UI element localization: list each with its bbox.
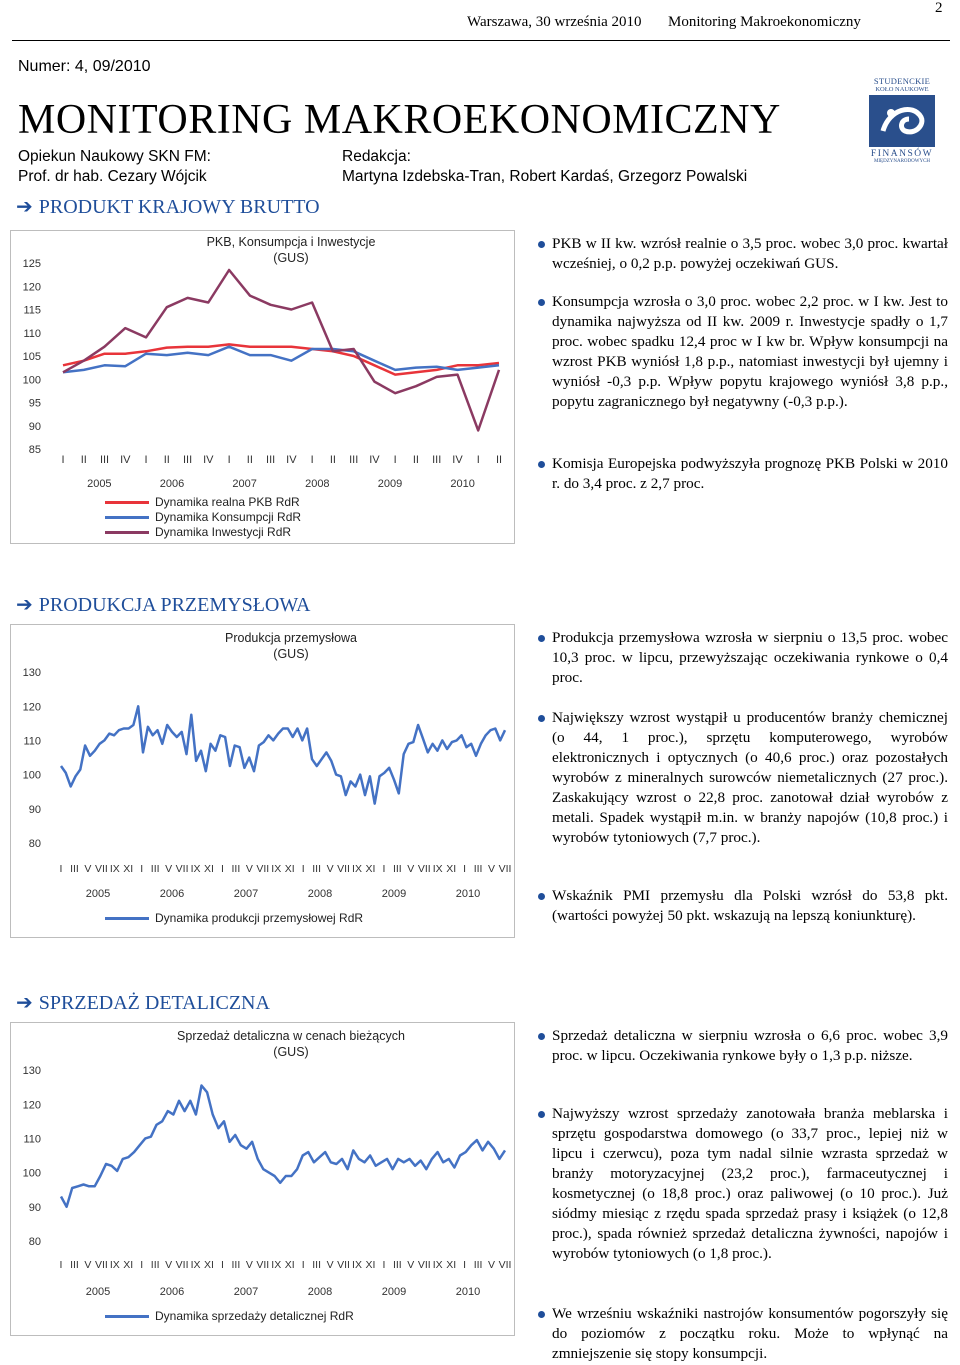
year-label: 2007 — [233, 888, 259, 900]
x-tick-label: VII — [417, 1259, 431, 1271]
arrow-right-icon: ➔ — [16, 594, 33, 616]
x-tick-label: II — [80, 454, 87, 466]
x-tick-label: IV — [286, 454, 297, 466]
x-tick-label: V — [488, 1259, 496, 1271]
x-tick-label: V — [165, 1259, 173, 1271]
x-tick-label: VII — [498, 1259, 512, 1271]
year-label: 2005 — [85, 1286, 111, 1298]
y-tick-label: 80 — [28, 837, 41, 850]
section-heading-produkcja: ➔ PRODUKCJA PRZEMYSŁOWA — [16, 594, 311, 616]
x-tick-label: III — [349, 454, 359, 466]
x-tick-label: IX — [109, 1259, 120, 1271]
x-tick-label: I — [140, 863, 144, 875]
x-tick-label: III — [70, 863, 79, 875]
x-tick-label: VII — [337, 1259, 350, 1271]
pkb-paragraph-1: PKB w II kw. wzrósł realnie o 3,5 proc. wobec 3,0 proc. kwartał wcześniej, o 0,2 p.p. powyżej oczekiwań GUS. — [552, 234, 948, 274]
y-tick-label: 110 — [23, 735, 41, 748]
skn-logo — [866, 76, 938, 176]
page-number: 2 — [935, 0, 943, 16]
logo-line4: MIĘDZYNARODOWYCH — [873, 159, 931, 164]
x-tick-label: III — [392, 863, 402, 875]
year-label: 2009 — [381, 888, 407, 900]
x-tick-label: III — [231, 863, 241, 875]
x-tick-label: III — [312, 863, 322, 875]
legend-item: Dynamika produkcji przemysłowej RdR — [105, 911, 363, 925]
x-tick-label: XI — [365, 1259, 376, 1271]
x-tick-label: I — [476, 454, 480, 466]
x-tick-label: VII — [417, 863, 431, 875]
x-tick-label: I — [463, 863, 467, 875]
sprzedaz-paragraph-2: Najwyższy wzrost sprzedaży zanotowała branża meblarska i sprzętu gospodarstwa domowego (o 33,7 proc., lepiej niż w lipcu i czerwcu), poza tym nadal silnie wzrasta sprzedaż w branży motoryzacyjnej (23,2 proc.), farmaceutycznej i kosmetycznej (o 18,8 proc.) oraz paliwowej (o 10 proc.). Już siódmy miesiąc z rzędu spada sprzedaż prasy i książek (o 12,8 proc.), spada również sprzedaż detaliczna żywności, napojów i wyrobów tytoniowych (o 1,8 proc.). — [552, 1104, 948, 1264]
bullet-icon — [538, 241, 545, 248]
advisor-name: Prof. dr hab. Cezary Wójcik — [18, 168, 207, 185]
bullet-icon — [538, 893, 545, 900]
x-tick-label: VII — [94, 863, 108, 875]
x-tick-label: V — [84, 1259, 92, 1271]
x-tick-label: V — [488, 863, 496, 875]
bullet-icon — [538, 715, 545, 722]
x-tick-label: VII — [256, 1259, 270, 1271]
chart-sprzedaz-plot — [11, 1023, 514, 1335]
x-tick-label: I — [227, 454, 231, 466]
x-tick-label: XI — [204, 1259, 214, 1271]
x-tick-label: I — [463, 1259, 467, 1271]
chart-produkcja-plot — [11, 625, 514, 937]
y-tick-label: 80 — [28, 1235, 41, 1248]
y-tick-label: 115 — [23, 304, 41, 317]
legend-item: Dynamika realna PKB RdR — [105, 495, 300, 509]
x-tick-label: I — [382, 1259, 386, 1271]
y-tick-label: 120 — [22, 701, 41, 714]
y-tick-label: 120 — [22, 1099, 41, 1112]
pkb-paragraph-2: Konsumpcja wzrosła o 3,0 proc. wobec 2,2 proc. w I kw. Jest to dynamika najwyższa od II kw. 2009 r. Inwestycje spadły o 1,7 proc. wobec spadku 12,4 proc w I kw br. Wpływ konsumpcji na wzrost PKB wyniósł 1,8 p.p., natomiast inwestycji był ujemny i wyniósł -0,3 p.p. Wpływ popytu krajowego wyniósł 3,8 p.p., popytu zagranicznego był negatywny (-0,3 p.p.). — [552, 292, 948, 412]
x-tick-label: V — [326, 863, 334, 875]
y-tick-label: 100 — [22, 1167, 41, 1180]
x-tick-label: I — [301, 1259, 305, 1271]
x-tick-label: I — [301, 863, 305, 875]
x-tick-label: I — [393, 454, 397, 466]
logo-line3: FINANSÓW — [870, 149, 934, 159]
chart-title: Sprzedaż detaliczna w cenach bieżących — [177, 1029, 405, 1043]
section-heading-pkb: ➔ PRODUKT KRAJOWY BRUTTO — [16, 196, 320, 218]
y-tick-label: 95 — [28, 397, 41, 410]
x-tick-label: VII — [94, 1259, 108, 1271]
chart-title: Produkcja przemysłowa — [225, 631, 357, 645]
logo-swirl-icon — [869, 95, 935, 147]
x-tick-label: III — [473, 863, 483, 875]
x-tick-label: IX — [432, 863, 443, 875]
x-tick-label: I — [220, 863, 224, 875]
x-tick-label: I — [61, 454, 65, 466]
x-tick-label: XI — [204, 863, 214, 875]
y-tick-label: 90 — [28, 803, 41, 816]
x-tick-label: IX — [271, 863, 282, 875]
arrow-right-icon: ➔ — [16, 992, 33, 1014]
x-tick-label: III — [392, 1259, 402, 1271]
x-tick-label: I — [59, 863, 63, 875]
chart-title: PKB, Konsumpcja i Inwestycje — [206, 235, 376, 249]
year-label: 2009 — [377, 478, 403, 490]
logo-line2: KOŁO NAUKOWE — [875, 86, 929, 93]
year-label: 2010 — [455, 1286, 481, 1298]
x-tick-label: III — [182, 454, 193, 466]
x-tick-label: VII — [337, 863, 350, 875]
y-tick-label: 110 — [23, 327, 41, 340]
x-tick-label: III — [150, 863, 160, 875]
x-tick-label: V — [407, 863, 415, 875]
x-tick-label: V — [245, 863, 253, 875]
bullet-icon — [538, 461, 545, 468]
y-tick-label: 90 — [28, 1201, 41, 1214]
bullet-icon — [538, 299, 545, 306]
year-label: 2010 — [450, 478, 475, 490]
x-tick-label: III — [231, 1259, 241, 1271]
x-tick-label: V — [245, 1259, 253, 1271]
x-tick-label: V — [407, 1259, 415, 1271]
year-label: 2007 — [232, 478, 257, 490]
x-tick-label: XI — [123, 1259, 134, 1271]
chart-subtitle: (GUS) — [273, 251, 309, 265]
x-tick-label: VII — [175, 863, 189, 875]
pkb-paragraph-3: Komisja Europejska podwyższyła prognozę PKB Polski w 2010 r. do 3,4 proc. z 2,7 proc. — [552, 454, 948, 494]
produkcja-paragraph-2: Największy wzrost wystąpił u producentów branży chemicznej (o 44, 1 proc.), sprzętu komputerowego, wyrobów elektronicznych i optycznych (o 40,6 proc.) oraz pozostałych wyrobów z mineralnych surowców niemetalicznych (27 proc.). Zaskakujący wzrost o 22,8 proc. zanotował dział wyrobów z metali. Spadek wystąpił m.in. w branży napojów (10,8 proc.) i wyrobów tytoniowych (7,7 proc.). — [552, 708, 948, 848]
section-heading-sprzedaz: ➔ SPRZEDAŻ DETALICZNA — [16, 992, 270, 1014]
y-tick-label: 110 — [23, 1133, 41, 1146]
series-line — [63, 270, 499, 430]
x-tick-label: III — [432, 454, 442, 466]
y-tick-label: 125 — [22, 258, 41, 270]
x-tick-label: II — [163, 454, 170, 466]
x-tick-label: I — [382, 863, 386, 875]
series-line — [61, 706, 505, 803]
x-tick-label: XI — [123, 863, 134, 875]
y-tick-label: 130 — [22, 1065, 41, 1078]
legend-item: Dynamika Inwestycji RdR — [105, 525, 291, 539]
legend-item: Dynamika Konsumpcji RdR — [105, 510, 301, 524]
x-tick-label: II — [495, 454, 503, 466]
x-tick-label: II — [329, 454, 336, 466]
x-tick-label: III — [266, 454, 276, 466]
x-tick-label: III — [312, 1259, 322, 1271]
sprzedaz-paragraph-1: Sprzedaż detaliczna w sierpniu wzrosła o 6,6 proc. wobec 3,9 proc. w lipcu. Oczekiwania rynkowe były o 1,3 p.p. niższe. — [552, 1026, 948, 1066]
x-tick-label: I — [310, 454, 314, 466]
page-title: MONITORING MAKROEKONOMICZNY — [18, 97, 781, 143]
advisor-label: Opiekun Naukowy SKN FM: — [18, 148, 211, 165]
y-tick-label: 90 — [28, 420, 41, 433]
arrow-right-icon: ➔ — [16, 196, 33, 218]
x-tick-label: II — [246, 454, 253, 466]
x-tick-label: VII — [175, 1259, 189, 1271]
year-label: 2006 — [159, 888, 185, 900]
x-tick-label: IX — [109, 863, 120, 875]
header-publication: Monitoring Makroekonomiczny — [668, 14, 861, 30]
year-label: 2008 — [305, 478, 330, 490]
logo-line1: STUDENCKIE — [873, 76, 931, 86]
logo-emblem — [869, 95, 935, 147]
legend-item: Dynamika sprzedaży detalicznej RdR — [105, 1309, 354, 1323]
chart-sprzedaz — [10, 1022, 515, 1336]
x-tick-label: I — [220, 1259, 224, 1271]
year-label: 2006 — [159, 478, 185, 490]
x-tick-label: I — [59, 1259, 63, 1271]
editors-label: Redakcja: — [342, 148, 411, 165]
year-label: 2006 — [159, 1286, 185, 1298]
x-tick-label: I — [140, 1259, 144, 1271]
x-tick-label: VII — [498, 863, 512, 875]
produkcja-paragraph-1: Produkcja przemysłowa wzrosła w sierpniu o 13,5 proc. wobec 10,3 proc. w lipcu, przewyższając oczekiwania rynkowe o 0,4 proc. — [552, 628, 948, 688]
produkcja-paragraph-3: Wskaźnik PMI przemysłu dla Polski wzrósł do 53,8 pkt. (wartości powyżej 50 pkt. wskazują na lepszą koniunkturę). — [552, 886, 948, 926]
x-tick-label: III — [70, 1259, 79, 1271]
y-tick-label: 100 — [22, 374, 41, 387]
x-tick-label: XI — [284, 1259, 295, 1271]
x-tick-label: IX — [190, 1259, 201, 1271]
x-tick-label: IX — [432, 1259, 443, 1271]
chart-produkcja — [10, 624, 515, 938]
x-tick-label: V — [326, 1259, 334, 1271]
x-tick-label: IX — [190, 863, 201, 875]
header-rule — [12, 40, 950, 41]
y-tick-label: 120 — [22, 281, 41, 294]
x-tick-label: I — [144, 454, 148, 466]
x-tick-label: V — [165, 863, 173, 875]
year-label: 2009 — [381, 1286, 407, 1298]
editors-names: Martyna Izdebska-Tran, Robert Kardaś, Grzegorz Powalski — [342, 168, 748, 185]
x-tick-label: II — [412, 454, 420, 466]
x-tick-label: V — [84, 863, 92, 875]
x-tick-label: IX — [352, 863, 362, 875]
x-tick-label: IX — [271, 1259, 282, 1271]
year-label: 2005 — [87, 478, 112, 490]
year-label: 2005 — [85, 888, 111, 900]
x-tick-label: IX — [352, 1259, 362, 1271]
year-label: 2008 — [307, 1286, 333, 1298]
header-date: Warszawa, 30 września 2010 — [467, 14, 642, 30]
y-tick-label: 85 — [28, 444, 41, 456]
x-tick-label: XI — [365, 863, 376, 875]
x-tick-label: IV — [120, 454, 131, 466]
bullet-icon — [538, 635, 545, 642]
y-tick-label: 100 — [22, 769, 41, 782]
series-line — [61, 1086, 505, 1207]
x-tick-label: XI — [446, 1259, 457, 1271]
year-label: 2008 — [307, 888, 333, 900]
series-line — [63, 347, 499, 373]
x-tick-label: IV — [369, 454, 380, 466]
bullet-icon — [538, 1033, 545, 1040]
sprzedaz-paragraph-3: We wrześniu wskaźniki nastrojów konsumentów pogorszyły się do poziomów z początku roku. Może to wpłynąć na zmniejszenie się stopy konsumpcji. — [552, 1304, 948, 1364]
y-tick-label: 105 — [22, 351, 41, 363]
x-tick-label: IV — [203, 454, 214, 466]
issue-number: Numer: 4, 09/2010 — [18, 58, 151, 75]
x-tick-label: IV — [452, 454, 463, 466]
y-tick-label: 130 — [22, 667, 41, 680]
x-tick-label: III — [473, 1259, 483, 1271]
bullet-icon — [538, 1311, 545, 1318]
bullet-icon — [538, 1111, 545, 1118]
year-label: 2007 — [233, 1286, 259, 1298]
x-tick-label: III — [99, 454, 110, 466]
x-tick-label: III — [150, 1259, 160, 1271]
x-tick-label: XI — [284, 863, 295, 875]
chart-subtitle: (GUS) — [273, 1045, 309, 1059]
x-tick-label: XI — [446, 863, 457, 875]
series-line — [63, 344, 499, 374]
x-tick-label: VII — [256, 863, 270, 875]
chart-subtitle: (GUS) — [273, 647, 309, 661]
chart-pkb — [10, 230, 515, 544]
year-label: 2010 — [455, 888, 481, 900]
